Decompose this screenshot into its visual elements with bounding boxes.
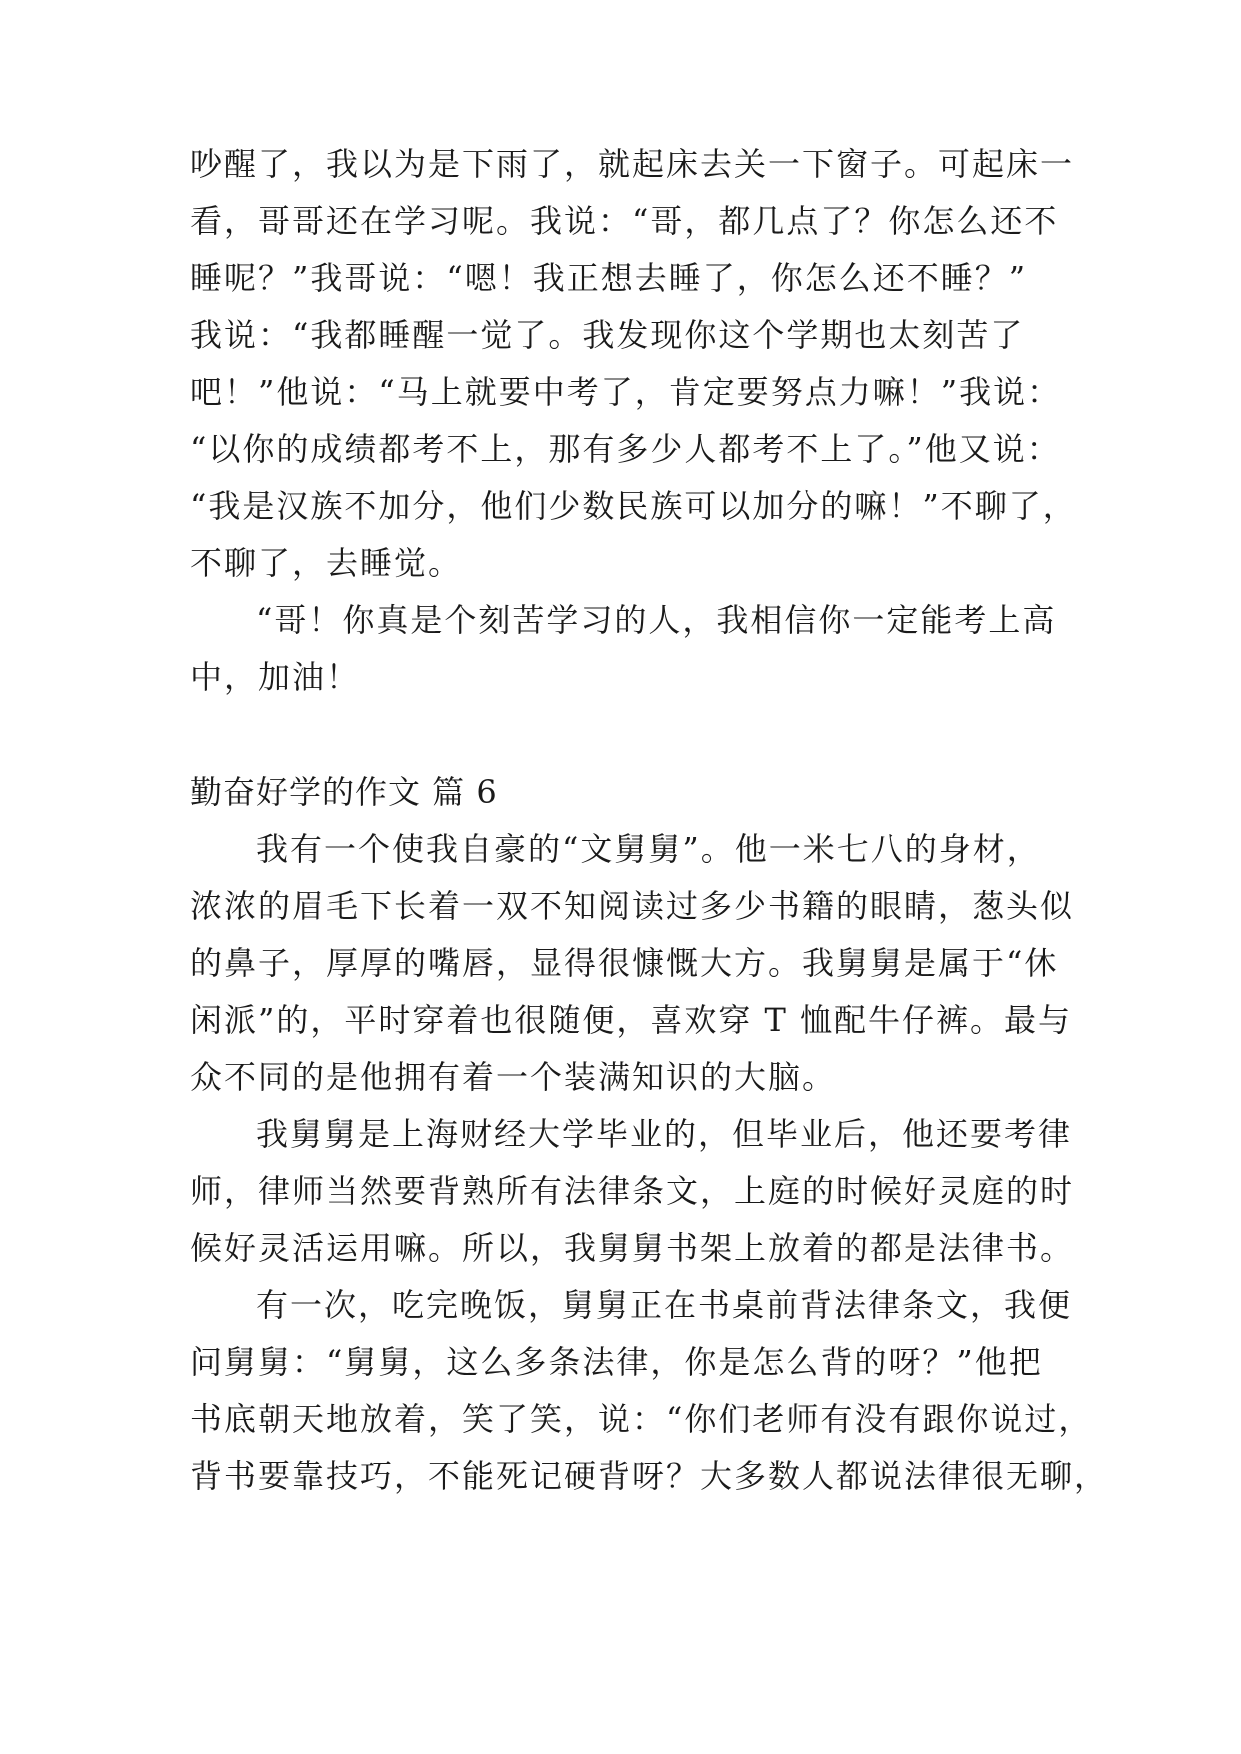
text-line: 书底朝天地放着，笑了笑，说：“你们老师有没有跟你说过， [190, 1400, 1093, 1438]
text-line: “以你的成绩都考不上，那有多少人都考不上了。”他又说： [190, 430, 1061, 468]
text-line: 背书要靠技巧，不能死记硬背呀？大多数人都说法律很无聊， [190, 1457, 1109, 1495]
text-line: 我有一个使我自豪的“文舅舅”。他一米七八的身材， [256, 830, 1041, 868]
text-line: 我舅舅是上海财经大学毕业的，但毕业后，他还要考律 [256, 1115, 1073, 1153]
text-line: 看，哥哥还在学习呢。我说：“哥，都几点了？你怎么还不 [190, 202, 1059, 240]
text-line: 候好灵活运用嘛。所以，我舅舅书架上放着的都是法律书。 [190, 1229, 1075, 1267]
text-line: 问舅舅：“舅舅，这么多条法律，你是怎么背的呀？”他把 [190, 1343, 1043, 1381]
text-line: 有一次，吃完晚饭，舅舅正在书桌前背法律条文，我便 [256, 1286, 1073, 1324]
text-line: 师，律师当然要背熟所有法律条文，上庭的时候好灵庭的时 [190, 1172, 1075, 1210]
text-line: 的鼻子，厚厚的嘴唇，显得很慷慨大方。我舅舅是属于“休 [190, 944, 1059, 982]
text-line: “哥！你真是个刻苦学习的人，我相信你一定能考上高 [256, 601, 1057, 639]
text-line: 吵醒了，我以为是下雨了，就起床去关一下窗子。可起床一 [190, 145, 1075, 183]
text-line: 睡呢？”我哥说：“嗯！我正想去睡了，你怎么还不睡？” [190, 259, 1028, 297]
text-line: “我是汉族不加分，他们少数民族可以加分的嘛！”不聊了， [190, 487, 1077, 525]
text-line: 闲派”的，平时穿着也很随便，喜欢穿 T 恤配牛仔裤。最与 [190, 1001, 1073, 1039]
text-line: 众不同的是他拥有着一个装满知识的大脑。 [190, 1058, 837, 1096]
text-line: 浓浓的眉毛下长着一双不知阅读过多少书籍的眼睛，葱头似 [190, 887, 1075, 925]
text-line: 中，加油！ [190, 658, 361, 696]
text-line: 不聊了，去睡觉。 [190, 544, 463, 582]
section-heading: 勤奋好学的作文 篇 6 [190, 773, 498, 811]
text-line: 吧！”他说：“马上就要中考了，肯定要努点力嘛！”我说： [190, 373, 1062, 411]
text-line: 我说：“我都睡醒一觉了。我发现你这个学期也太刻苦了 [190, 316, 1025, 354]
